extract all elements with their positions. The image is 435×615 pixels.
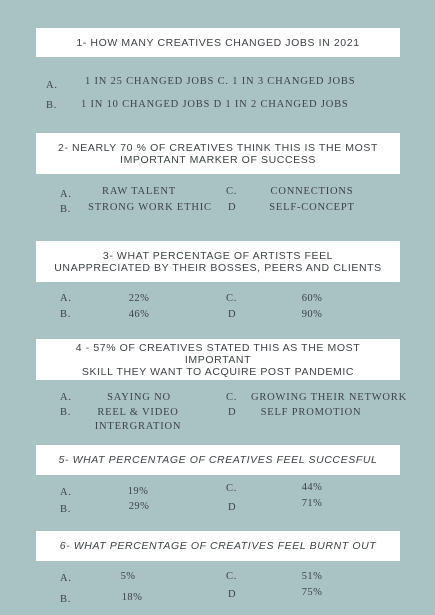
question-1-option-row-2: 1 IN 10 CHANGED JOBS D 1 IN 2 CHANGED JOBS <box>81 99 349 110</box>
question-2-option-b-letter: B. <box>60 204 72 215</box>
question-4-option-b-text-line-1: REEL & VIDEO <box>97 407 179 418</box>
question-6-option-c-text: 51% <box>301 571 323 582</box>
question-2-option-c-letter: C. <box>226 186 238 197</box>
question-6-option-d-text: 75% <box>301 587 323 598</box>
question-2-option-b-text: STRONG WORK ETHIC <box>88 202 212 213</box>
question-2-option-d-text: SELF-CONCEPT <box>269 202 355 213</box>
question-6-option-c-letter: C. <box>226 571 238 582</box>
question-3-option-d-text: 90% <box>301 309 323 320</box>
question-4-box <box>36 339 400 380</box>
question-6-option-d-letter: D <box>228 589 237 600</box>
question-2-option-c-text: CONNECTIONS <box>270 186 354 197</box>
question-2-title-line-2: IMPORTANT MARKER OF SUCCESS <box>120 153 316 166</box>
question-6-option-a-text: 5% <box>120 571 136 582</box>
question-3-option-c-letter: C. <box>226 293 238 304</box>
question-6-option-b-letter: B. <box>60 594 72 605</box>
question-2-option-a-letter: A. <box>60 189 72 200</box>
question-5-title: 5- WHAT PERCENTAGE OF CREATIVES FEEL SUCCESFUL <box>58 454 378 466</box>
question-5-option-d-letter: D <box>228 502 237 513</box>
question-3-option-c-text: 60% <box>301 293 323 304</box>
question-5-option-a-text: 19% <box>127 486 149 497</box>
question-4-option-a-letter: A. <box>60 392 72 403</box>
question-4-option-b-letter: B. <box>60 407 72 418</box>
question-3-box <box>36 241 400 282</box>
question-3-option-d-letter: D <box>228 309 237 320</box>
question-4-option-c-letter: C. <box>226 392 238 403</box>
question-5-option-c-letter: C. <box>226 483 238 494</box>
question-4-title-line-2: SKILL THEY WANT TO ACQUIRE POST PANDEMIC <box>81 365 355 378</box>
question-4-option-a-text: SAYING NO <box>107 392 171 403</box>
question-3-option-b-letter: B. <box>60 309 72 320</box>
question-1-option-a-letter: A. <box>46 80 58 91</box>
question-5-box <box>36 445 400 475</box>
question-3-option-b-text: 46% <box>128 309 150 320</box>
question-5-option-a-letter: A. <box>60 487 72 498</box>
question-6-option-a-letter: A. <box>60 573 72 584</box>
question-4-option-b-text-line-2: INTERGRATION <box>94 421 182 432</box>
question-1-title: 1- HOW MANY CREATIVES CHANGED JOBS IN 2021 <box>76 36 360 49</box>
question-6-option-b-text: 18% <box>121 592 143 603</box>
question-1-box <box>36 28 400 57</box>
question-5-option-d-text: 71% <box>301 498 323 509</box>
question-5-option-b-text: 29% <box>128 501 150 512</box>
question-5-option-b-letter: B. <box>60 504 72 515</box>
question-4-option-c-text: GROWING THEIR NETWORK <box>250 392 408 403</box>
question-1-option-b-letter: B. <box>46 100 58 111</box>
question-3-title-line-2: UNAPPRECIATED BY THEIR BOSSES, PEERS AND CLIENTS <box>54 261 382 274</box>
question-4-option-d-letter: D <box>228 407 237 418</box>
question-2-option-a-text: RAW TALENT <box>102 186 176 197</box>
question-2-title-line-1: 2- NEARLY 70 % OF CREATIVES THINK THIS IS THE MOST <box>58 141 378 154</box>
question-6-box <box>36 531 400 561</box>
question-4-title-line-1: 4 - 57% OF CREATIVES STATED THIS AS THE MOST IMPORTANT <box>75 341 361 366</box>
question-3-title-line-1: 3- WHAT PERCENTAGE OF ARTISTS FEEL <box>102 249 334 262</box>
question-2-option-d-letter: D <box>228 202 237 213</box>
question-4-option-d-text: SELF PROMOTION <box>260 407 362 418</box>
question-5-option-c-text: 44% <box>301 482 323 493</box>
question-2-box <box>36 133 400 174</box>
question-3-option-a-letter: A. <box>60 293 72 304</box>
question-1-option-row-1: 1 IN 25 CHANGED JOBS C. 1 IN 3 CHANGED JOBS <box>85 76 356 87</box>
question-3-option-a-text: 22% <box>128 293 150 304</box>
question-6-title: 6- WHAT PERCENTAGE OF CREATIVES FEEL BURNT OUT <box>59 540 377 552</box>
